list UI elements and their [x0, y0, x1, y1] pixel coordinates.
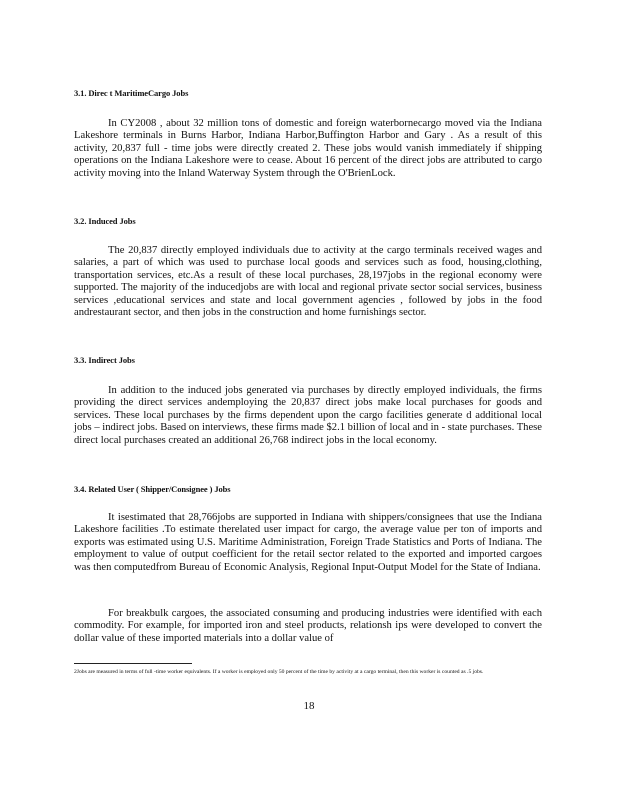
section-heading-induced-jobs: 3.2. Induced Jobs — [74, 216, 136, 226]
section-heading-related-user-jobs: 3.4. Related User ( Shipper/Consignee ) Jobs — [74, 484, 231, 494]
page-number: 18 — [303, 700, 315, 712]
section-heading-direct-jobs: 3.1. Direc t MaritimeCargo Jobs — [74, 88, 189, 98]
paragraph-direct-jobs: In CY2008 , about 32 million tons of domestic and foreign waterbornecargo moved via the Indiana Lakeshore terminals in Burns Harbor, Indiana Harbor,Buffington Harbor and Gary . As a result of this activity, 20,837 full - time jobs were directly created 2. These jobs would vanish immediately if shipping operations on the Indiana Lakeshore were to cease. About 16 percent of the direct jobs are attributed to cargo activity moving into the Inland Waterway System through the O'BrienLock. — [74, 118, 542, 179]
paragraph-related-user-jobs: It isestimated that 28,766jobs are supported in Indiana with shippers/consignees that use the Indiana Lakeshore facilities .To estimate therelated user impact for cargo, the average value per ton of imports and exports was estimated using U.S. Maritime Administration, Foreign Trade Statistics and Ports of Indiana. The employment to value of output coefficient for the retail sector related to the exported and imported cargoes was then computedfrom Bureau of Economic Analysis, Regional Input-Output Model for the State of Indiana. — [74, 512, 542, 573]
paragraph-induced-jobs: The 20,837 directly employed individuals due to activity at the cargo terminals received wages and salaries, a part of which was used to purchase local goods and services such as food, housing,clothing, transportation services, etc.As a result of these local purchases, 28,197jobs in the regional economy were supported. The majority of the inducedjobs are with local and regional private sector social services, business services ,educational services and state and local government agencies , followed by jobs in the food andrestaurant sector, and then jobs in the construction and home furnishings sector. — [74, 245, 542, 319]
section-heading-indirect-jobs: 3.3. Indirect Jobs — [74, 355, 135, 365]
footnote-jobs-measure: 2Jobs are measured in terms of full -time worker equivalents. If a worker is employed only 50 percent of the time by activity at a cargo terminal, then this worker is counted as .5 jobs. — [74, 669, 484, 675]
footnote-divider — [74, 663, 192, 664]
paragraph-breakbulk-cargoes: For breakbulk cargoes, the associated consuming and producing industries were identified with each commodity. For example, for imported iron and steel products, relationsh ips were developed to convert the dollar value of these imported materials into a dollar value of — [74, 608, 542, 644]
paragraph-indirect-jobs: In addition to the induced jobs generated via purchases by directly employed individuals, the firms providing the direct services andemploying the 20,837 direct jobs make local purchases for goods and services. These local purchases by the firms dependent upon the cargo facilities generate d additional local jobs – indirect jobs. Based on interviews, these firms made $2.1 billion of local and in - state purchases. These direct local purchases created an additional 26,768 indirect jobs in the local economy. — [74, 385, 542, 446]
